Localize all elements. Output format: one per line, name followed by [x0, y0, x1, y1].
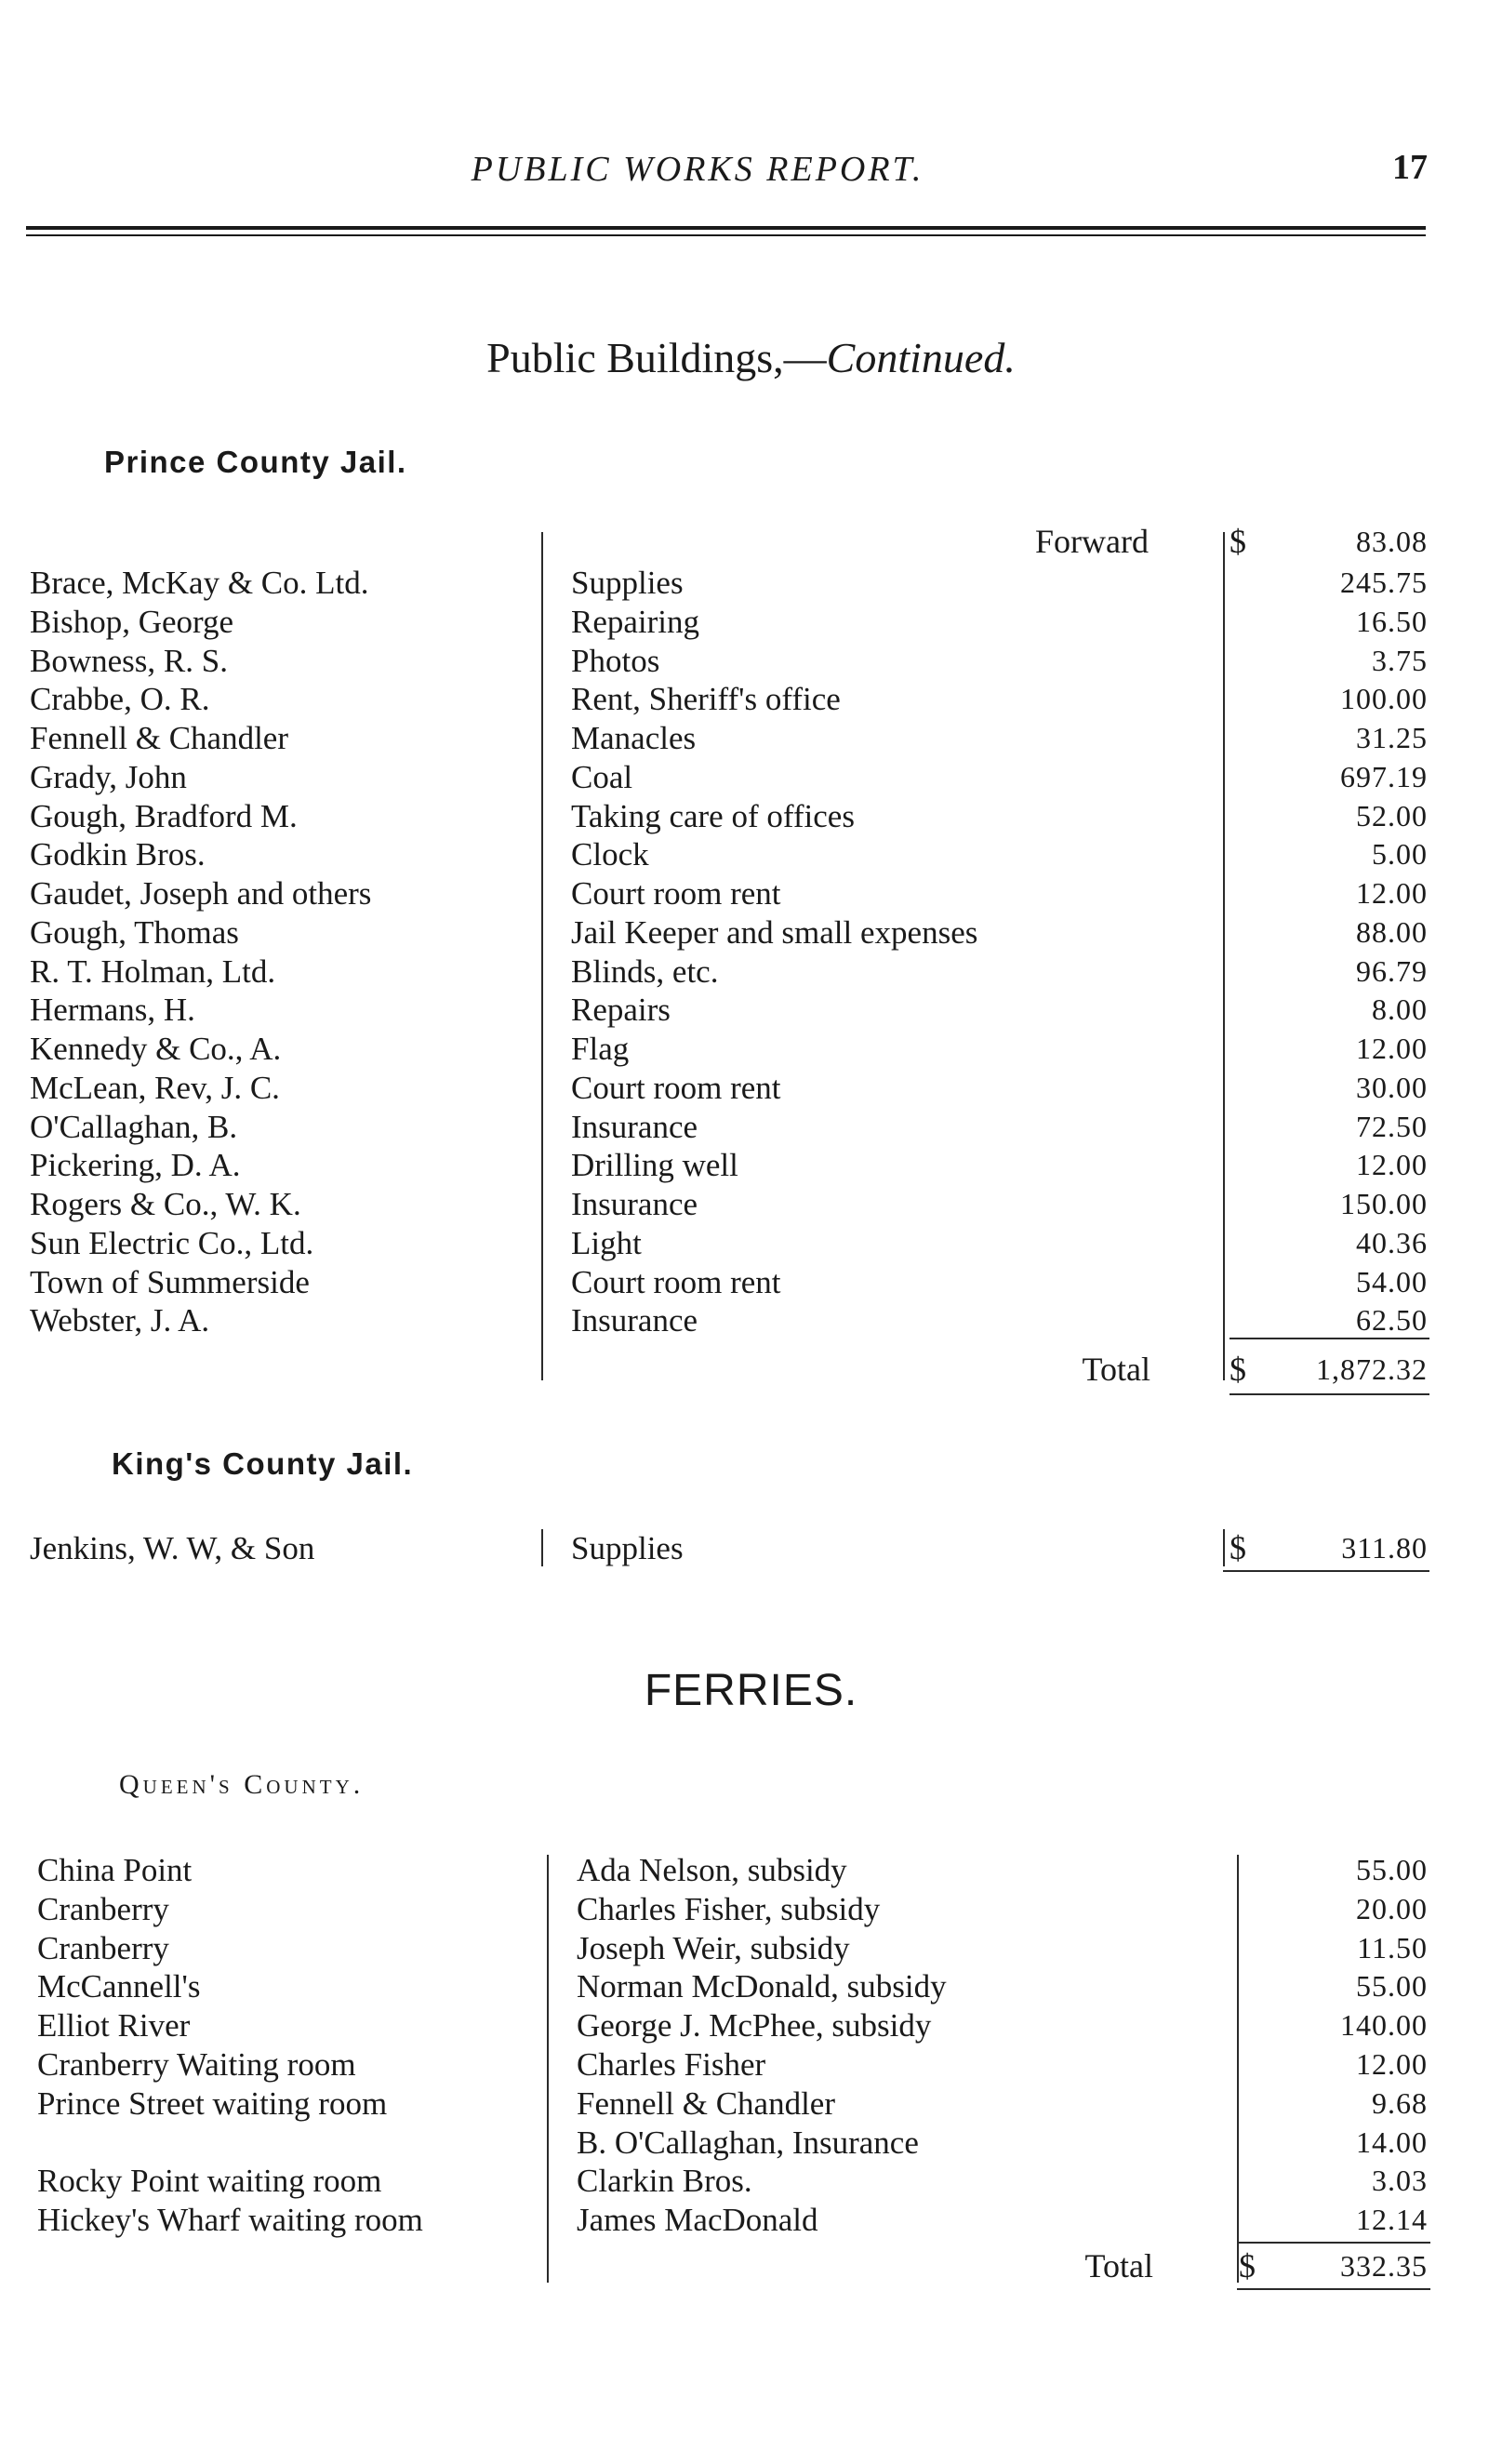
payee-name: Fennell & Chandler [30, 720, 289, 756]
ferry-description: Norman McDonald, subsidy [577, 1968, 947, 2005]
item-description: Court room rent [571, 875, 781, 912]
ferries-total-amount: 332.35 [1340, 2249, 1428, 2283]
column-divider [541, 532, 543, 1380]
ferry-amount: 55.00 [1356, 1853, 1428, 1886]
kings-desc: Supplies [571, 1530, 684, 1566]
ferry-amount: 12.00 [1356, 2047, 1428, 2081]
ferry-location: Prince Street waiting room [37, 2084, 388, 2122]
ferry-description: Fennell & Chandler [577, 2084, 836, 2122]
forward-label: Forward [1035, 523, 1149, 560]
item-amount: 31.25 [1356, 721, 1428, 754]
amount-divider [1223, 532, 1225, 1380]
ferry-location: China Point [37, 1852, 193, 1888]
prince-total-label: Total [1082, 1351, 1150, 1388]
item-amount: 5.00 [1372, 837, 1428, 872]
ferry-location: Elliot River [37, 2007, 191, 2044]
kings-county-jail-heading: King's County Jail. [112, 1446, 414, 1481]
item-description: Taking care of offices [571, 797, 855, 834]
item-description: Flag [571, 1031, 630, 1067]
item-amount: 16.50 [1356, 604, 1428, 638]
payee-name: Sun Electric Co., Ltd. [30, 1224, 314, 1261]
forward-amount: 83.08 [1356, 525, 1428, 558]
payee-name: Grady, John [30, 758, 187, 795]
item-amount: 30.00 [1356, 1070, 1428, 1104]
ferry-amount: 20.00 [1356, 1891, 1428, 1925]
item-description: Repairing [571, 603, 700, 640]
ferries-total-rule [1237, 2242, 1430, 2244]
item-amount: 96.79 [1356, 953, 1428, 988]
item-description: Blinds, etc. [571, 952, 719, 990]
item-description: Supplies [571, 565, 684, 601]
item-amount: 54.00 [1356, 1264, 1428, 1299]
item-description: Manacles [571, 720, 697, 756]
payee-name: Godkin Bros. [30, 836, 206, 873]
queens-county-heading: Queen's County. [119, 1769, 365, 1800]
payee-name: McLean, Rev, J. C. [30, 1069, 280, 1106]
payee-name: Pickering, D. A. [30, 1147, 241, 1184]
total-underline [1230, 1393, 1429, 1395]
item-amount: 697.19 [1340, 759, 1428, 793]
payee-name: Bowness, R. S. [30, 642, 228, 679]
ferry-description: Charles Fisher [577, 2046, 766, 2083]
ferry-description: George J. McPhee, subsidy [577, 2007, 932, 2044]
prince-total-amount: 1,872.32 [1316, 1352, 1428, 1386]
prince-total-currency: $ [1230, 1351, 1246, 1388]
item-description: Insurance [571, 1302, 698, 1339]
ferry-amount: 14.00 [1356, 2124, 1428, 2159]
item-description: Clock [571, 836, 649, 873]
payee-name: O'Callaghan, B. [30, 1108, 238, 1145]
item-amount: 100.00 [1340, 682, 1428, 716]
ferry-location [37, 2124, 549, 2163]
payee-name: R. T. Holman, Ltd. [30, 952, 276, 990]
payee-name: Hermans, H. [30, 992, 195, 1029]
item-description: Repairs [571, 992, 671, 1029]
kings-underline [1223, 1570, 1429, 1572]
ferry-description: B. O'Callaghan, Insurance [577, 2124, 919, 2161]
item-amount: 40.36 [1356, 1225, 1428, 1259]
header-rule [26, 226, 1426, 230]
item-amount: 245.75 [1340, 566, 1428, 599]
item-description: Drilling well [571, 1147, 738, 1184]
ferry-amount: 11.50 [1357, 1930, 1428, 1965]
item-amount: 12.00 [1356, 876, 1428, 910]
kings-currency: $ [1230, 1529, 1246, 1566]
kings-amount: 311.80 [1341, 1531, 1428, 1565]
ferry-location: Cranberry [37, 1929, 169, 1966]
payee-name: Town of Summerside [30, 1263, 310, 1300]
item-description: Photos [571, 642, 660, 679]
ferry-amount: 12.14 [1356, 2203, 1428, 2237]
payee-name: Gough, Bradford M. [30, 797, 298, 834]
item-description: Insurance [571, 1186, 698, 1222]
item-description: Jail Keeper and small expenses [571, 913, 978, 951]
item-amount: 150.00 [1340, 1187, 1428, 1220]
payee-name: Crabbe, O. R. [30, 681, 210, 718]
payee-name: Gaudet, Joseph and others [30, 875, 372, 912]
item-amount: 88.00 [1356, 914, 1428, 949]
ferry-description: Charles Fisher, subsidy [577, 1890, 881, 1927]
item-amount: 12.00 [1356, 1148, 1428, 1182]
ferry-location: McCannell's [37, 1968, 201, 2005]
ferry-location: Cranberry [37, 1890, 169, 1927]
ferry-amount: 9.68 [1372, 2085, 1428, 2120]
ferries-title: FERRIES. [644, 1666, 858, 1715]
forward-currency: $ [1230, 523, 1246, 560]
total-rule [1230, 1338, 1429, 1339]
payee-name: Kennedy & Co., A. [30, 1031, 282, 1067]
ferry-description: Joseph Weir, subsidy [577, 1929, 850, 1966]
amount-divider [1223, 1529, 1225, 1566]
item-description: Coal [571, 758, 633, 795]
item-description: Rent, Sheriff's office [571, 681, 841, 718]
running-title: PUBLIC WORKS REPORT. [471, 150, 924, 189]
ferries-total-label: Total [1084, 2247, 1153, 2284]
item-amount: 52.00 [1356, 798, 1428, 832]
ferries-total-underline [1237, 2288, 1430, 2290]
payee-name: Gough, Thomas [30, 913, 239, 951]
ferry-amount: 55.00 [1356, 1969, 1428, 2004]
kings-name: Jenkins, W. W, & Son [30, 1530, 315, 1566]
ferry-amount: 140.00 [1340, 2008, 1428, 2043]
header-rule-thin [26, 234, 1426, 236]
ferry-location: Cranberry Waiting room [37, 2046, 356, 2083]
item-description: Light [571, 1224, 642, 1261]
ferry-amount: 3.03 [1372, 2164, 1428, 2198]
item-amount: 72.50 [1356, 1109, 1428, 1143]
payee-name: Bishop, George [30, 603, 234, 640]
payee-name: Webster, J. A. [30, 1302, 210, 1339]
item-description: Insurance [571, 1108, 698, 1145]
item-description: Court room rent [571, 1263, 781, 1300]
column-divider [541, 1529, 543, 1566]
item-amount: 62.50 [1356, 1303, 1428, 1338]
item-amount: 3.75 [1372, 643, 1428, 677]
section-title [0, 333, 1502, 382]
section-title-continued: Continued. [826, 334, 1016, 381]
page-number: 17 [1392, 148, 1428, 187]
payee-name: Rogers & Co., W. K. [30, 1186, 301, 1222]
ferry-description: James MacDonald [577, 2202, 818, 2239]
ferries-total-currency: $ [1239, 2247, 1256, 2284]
prince-county-jail-heading: Prince County Jail. [104, 445, 407, 479]
ferry-description: Clarkin Bros. [577, 2163, 752, 2200]
item-description: Court room rent [571, 1069, 781, 1106]
payee-name: Brace, McKay & Co. Ltd. [30, 565, 369, 601]
ferry-location: Hickey's Wharf waiting room [37, 2202, 423, 2239]
ferry-description: Ada Nelson, subsidy [577, 1852, 847, 1888]
item-amount: 8.00 [1372, 992, 1428, 1027]
item-amount: 12.00 [1356, 1032, 1428, 1065]
ferry-location: Rocky Point waiting room [37, 2163, 382, 2200]
section-title-main: Public Buildings,— [486, 334, 827, 381]
